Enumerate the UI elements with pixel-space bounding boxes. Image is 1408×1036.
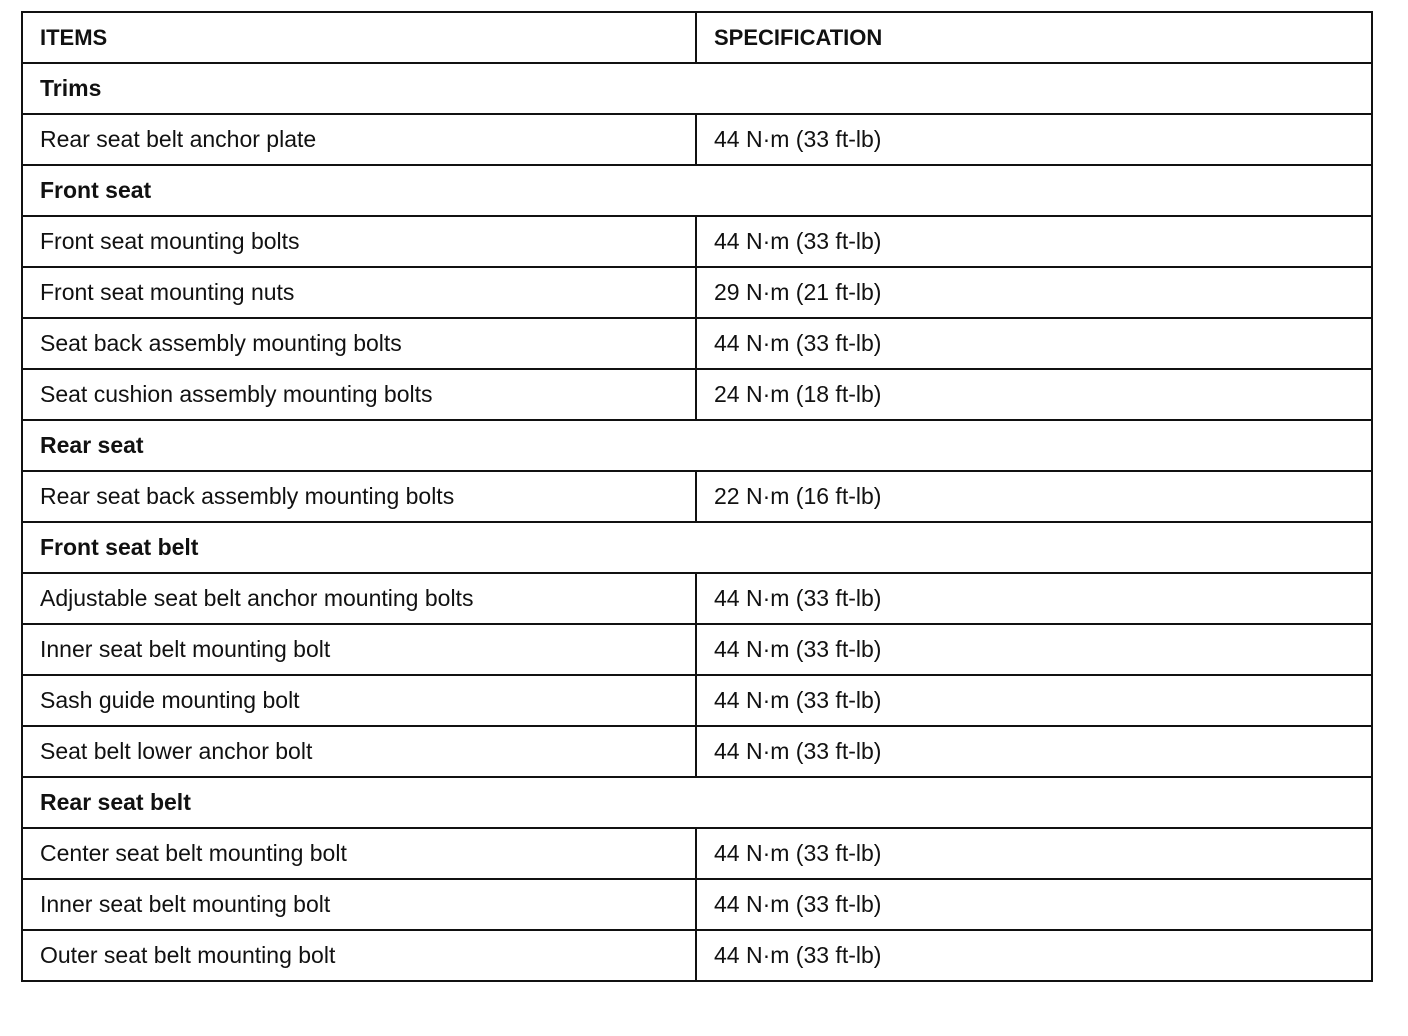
item-cell: Inner seat belt mounting bolt (22, 624, 696, 675)
spec-cell: 44 N·m (33 ft-lb) (696, 930, 1372, 981)
item-cell: Rear seat back assembly mounting bolts (22, 471, 696, 522)
table-row (22, 675, 1372, 726)
specification-column-header: SPECIFICATION (696, 12, 1372, 63)
item-cell: Seat cushion assembly mounting bolts (22, 369, 696, 420)
table-row (22, 726, 1372, 777)
table-row (22, 114, 1372, 165)
item-cell: Seat belt lower anchor bolt (22, 726, 696, 777)
spec-cell: 44 N·m (33 ft-lb) (696, 828, 1372, 879)
table-row (22, 318, 1372, 369)
item-cell: Seat back assembly mounting bolts (22, 318, 696, 369)
table-row (22, 573, 1372, 624)
table-body (22, 63, 1372, 981)
section-row (22, 777, 1372, 828)
spec-cell: 29 N·m (21 ft-lb) (696, 267, 1372, 318)
item-cell: Outer seat belt mounting bolt (22, 930, 696, 981)
table-row (22, 828, 1372, 879)
spec-cell: 24 N·m (18 ft-lb) (696, 369, 1372, 420)
item-cell: Rear seat belt anchor plate (22, 114, 696, 165)
item-cell: Front seat mounting nuts (22, 267, 696, 318)
item-cell: Adjustable seat belt anchor mounting bolts (22, 573, 696, 624)
torque-spec-table (21, 11, 1373, 982)
item-cell: Inner seat belt mounting bolt (22, 879, 696, 930)
section-title: Rear seat (22, 420, 1372, 471)
table-row (22, 267, 1372, 318)
section-row (22, 165, 1372, 216)
table-row (22, 879, 1372, 930)
spec-cell: 44 N·m (33 ft-lb) (696, 879, 1372, 930)
spec-cell: 44 N·m (33 ft-lb) (696, 216, 1372, 267)
table-header-row (22, 12, 1372, 63)
item-cell: Center seat belt mounting bolt (22, 828, 696, 879)
section-row (22, 420, 1372, 471)
item-cell: Front seat mounting bolts (22, 216, 696, 267)
spec-cell: 44 N·m (33 ft-lb) (696, 675, 1372, 726)
spec-cell: 44 N·m (33 ft-lb) (696, 573, 1372, 624)
spec-cell: 44 N·m (33 ft-lb) (696, 624, 1372, 675)
items-column-header: ITEMS (22, 12, 696, 63)
spec-cell: 44 N·m (33 ft-lb) (696, 318, 1372, 369)
section-title: Rear seat belt (22, 777, 1372, 828)
table-row (22, 624, 1372, 675)
spec-cell: 22 N·m (16 ft-lb) (696, 471, 1372, 522)
section-row (22, 63, 1372, 114)
spec-cell: 44 N·m (33 ft-lb) (696, 726, 1372, 777)
spec-cell: 44 N·m (33 ft-lb) (696, 114, 1372, 165)
table-row (22, 471, 1372, 522)
section-title: Front seat belt (22, 522, 1372, 573)
item-cell: Sash guide mounting bolt (22, 675, 696, 726)
section-row (22, 522, 1372, 573)
section-title: Trims (22, 63, 1372, 114)
table-row (22, 216, 1372, 267)
table-row (22, 369, 1372, 420)
section-title: Front seat (22, 165, 1372, 216)
table-row (22, 930, 1372, 981)
